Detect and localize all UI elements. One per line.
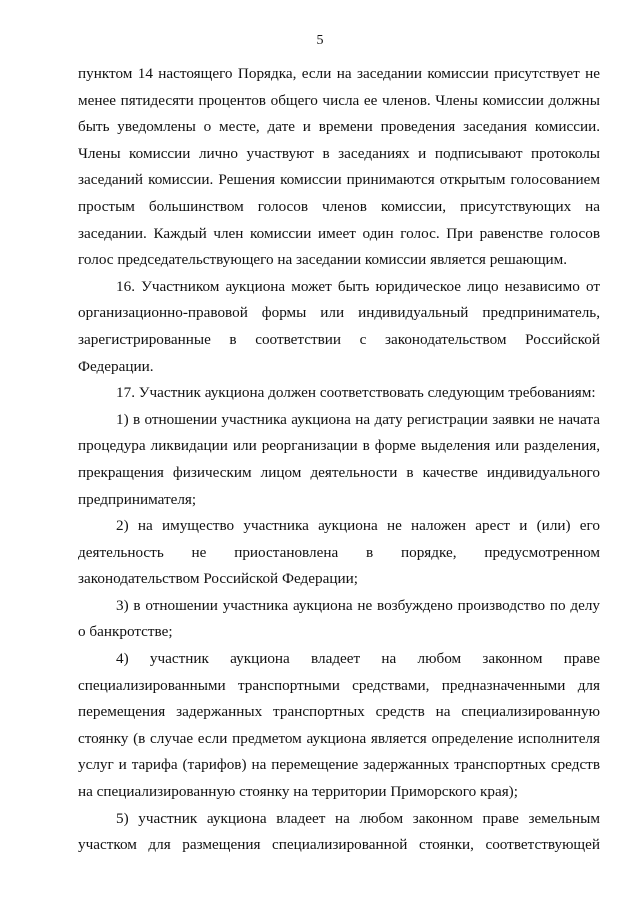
text-line: стоянку (в случае если предметом аукциона является определение исполнителя (78, 729, 600, 747)
text-line: перемещения задержанных транспортных средств на специализированную (78, 703, 600, 721)
text-line: 4) участник аукциона владеет на любом законном праве (116, 650, 600, 668)
text-line: 5) участник аукциона владеет на любом законном праве земельным (116, 809, 600, 827)
text-line: заседаний комиссии. Решения комиссии принимаются открытым голосованием (78, 171, 600, 189)
text-line: Члены комиссии лично участвуют в заседаниях и подписывают протоколы (78, 144, 600, 162)
document-body (78, 61, 600, 859)
text-line: специализированными транспортными средствами, предназначенными для (78, 676, 600, 694)
text-line: о банкротстве; (78, 623, 173, 641)
text-line: пунктом 14 настоящего Порядка, если на заседании комиссии присутствует не (78, 65, 600, 82)
text-line: организационно-правовой формы или индивидуальный предприниматель, (78, 304, 600, 322)
text-line: зарегистрированные в соответствии с законодательством Российской (78, 330, 600, 348)
text-line: 2) на имущество участника аукциона не наложен арест и (или) его (116, 517, 600, 535)
text-line: предпринимателя; (78, 490, 197, 508)
text-line: голос председательствующего на заседании комиссии является решающим. (78, 251, 568, 269)
text-line: участком для размещения специализированной стоянки, соответствующей (78, 836, 600, 854)
text-line: 1) в отношении участника аукциона на дату регистрации заявки не начата (116, 410, 600, 428)
text-line: 16. Участником аукциона может быть юридическое лицо независимо от (116, 277, 600, 295)
text-line: 17. Участник аукциона должен соответствовать следующим требованиям: (116, 384, 596, 402)
text-line: Федерации. (78, 357, 154, 375)
page-number: 5 (316, 33, 324, 48)
text-line: процедура ликвидации или реорганизации в форме выделения или разделения, (78, 437, 600, 455)
text-line: 3) в отношении участника аукциона не возбуждено производство по делу (116, 596, 600, 614)
text-line: на специализированную стоянку на территории Приморского края); (78, 783, 518, 801)
text-line: услуг и тарифа (тарифов) на перемещение задержанных транспортных средств (78, 756, 600, 774)
text-line: простым большинством голосов членов комиссии, присутствующих на (78, 197, 600, 215)
text-line: законодательством Российской Федерации; (78, 570, 358, 588)
text-line: заседании. Каждый член комиссии имеет один голос. При равенстве голосов (78, 224, 600, 242)
text-line: менее пятидесяти процентов общего числа ее членов. Члены комиссии должны (78, 91, 600, 109)
text-line: прекращения физическим лицом деятельности в качестве индивидуального (78, 463, 600, 481)
text-line: быть уведомлены о месте, дате и времени проведения заседания комиссии. (78, 118, 600, 136)
text-line: деятельность не приостановлена в порядке, предусмотренном (78, 543, 600, 561)
